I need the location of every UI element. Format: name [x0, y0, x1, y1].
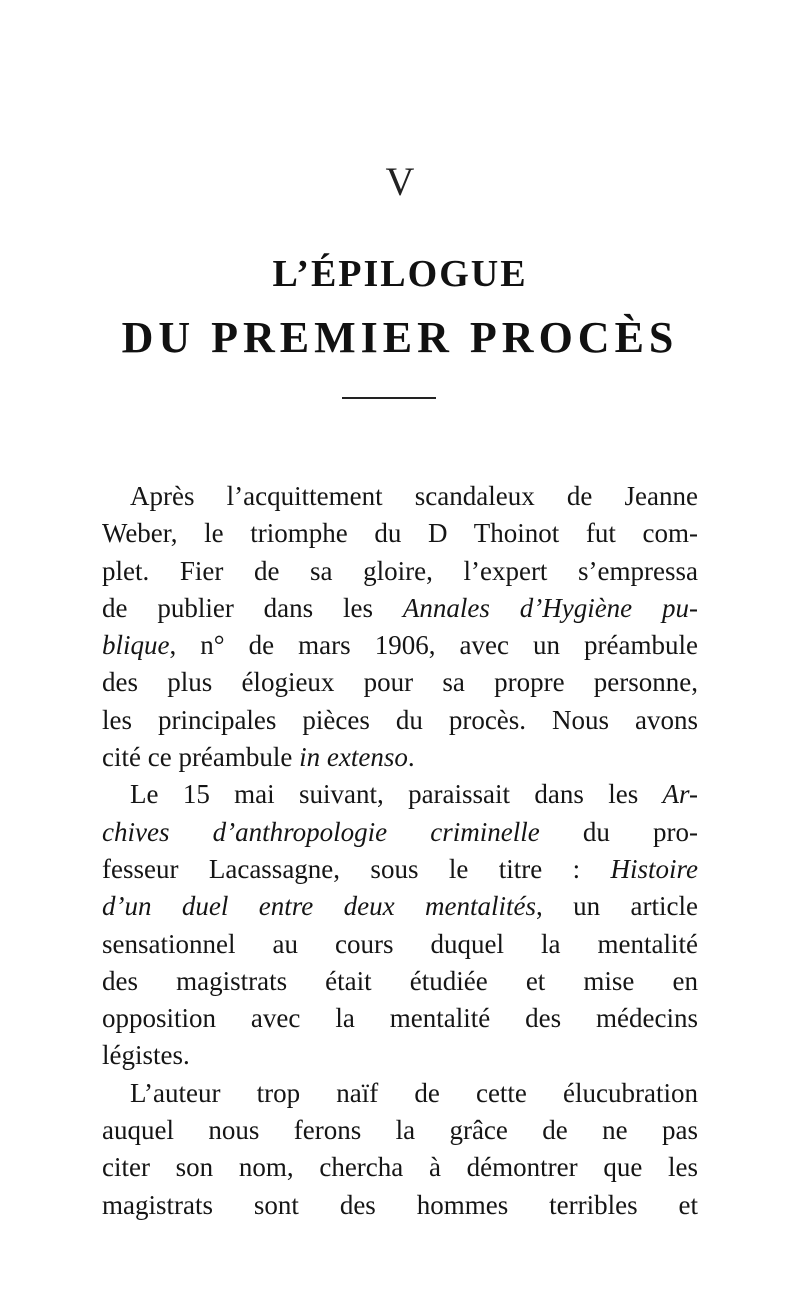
text-segment: de publier dans les: [102, 592, 403, 623]
text-segment: Le 15 mai suivant, paraissait dans les: [130, 779, 663, 810]
text-segment: opposition avec la mentalité des médecins: [102, 1003, 698, 1034]
chapter-title-line-1: L’ÉPILOGUE: [272, 253, 528, 295]
text-line: [102, 1037, 698, 1074]
text-segment: magistrats sont des hommes terribles et: [102, 1189, 698, 1220]
text-segment: auquel nous ferons la grâce de ne pas: [102, 1115, 698, 1146]
italic-text: chives d’anthropologie criminelle: [102, 816, 540, 847]
text-line: [102, 702, 698, 739]
text-line: [102, 627, 698, 664]
text-line: [102, 515, 698, 552]
italic-text: Ar-: [662, 779, 698, 810]
italic-text: d’un duel entre deux mentalités: [102, 891, 536, 922]
text-segment: des plus élogieux pour sa propre personne,: [102, 667, 698, 698]
text-line: [102, 814, 698, 851]
text-line: [102, 926, 698, 963]
chapter-number: V: [385, 159, 415, 204]
text-segment: fesseur Lacassagne, sous le titre :: [102, 853, 611, 884]
text-segment: , un article: [536, 891, 698, 922]
body-text: [102, 478, 698, 1224]
text-segment: du pro-: [539, 816, 698, 847]
text-line: [102, 478, 698, 515]
text-segment: citer son nom, chercha à démontrer que les: [102, 1152, 698, 1183]
text-segment: , n° de mars 1906, avec un préambule: [169, 630, 698, 661]
text-segment: .: [407, 742, 415, 773]
text-segment: L’auteur trop naïf de cette élucubration: [130, 1077, 698, 1108]
text-line: [102, 1187, 698, 1224]
text-segment: les principales pièces du procès. Nous avons: [102, 704, 698, 735]
title-divider: [342, 397, 436, 399]
text-line: [102, 739, 698, 776]
text-line: [102, 1149, 698, 1186]
text-segment: légistes.: [102, 1040, 190, 1071]
text-line: [102, 851, 698, 888]
italic-text: in extenso: [299, 742, 408, 773]
text-line: [102, 1112, 698, 1149]
text-line: [102, 776, 698, 813]
text-line: [102, 590, 698, 627]
text-line: [102, 1000, 698, 1037]
text-segment: plet. Fier de sa gloire, l’expert s’empressa: [102, 555, 698, 586]
text-segment: cité ce préambule: [102, 742, 300, 773]
italic-text: Histoire: [610, 853, 698, 884]
text-line: [102, 664, 698, 701]
italic-text: Annales d’Hygiène pu-: [402, 592, 699, 623]
text-line: [102, 963, 698, 1000]
text-line: [102, 1075, 698, 1112]
italic-text: blique: [102, 630, 170, 661]
text-line: [102, 553, 698, 590]
text-segment: sensationnel au cours duquel la mentalité: [102, 928, 698, 959]
chapter-title-line-2: DU PREMIER PROCÈS: [121, 313, 679, 362]
text-line: [102, 888, 698, 925]
text-segment: Weber, le triomphe du D Thoinot fut com-: [102, 518, 698, 549]
text-segment: des magistrats était étudiée et mise en: [102, 965, 698, 996]
text-segment: Après l’acquittement scandaleux de Jeanne: [130, 481, 698, 511]
